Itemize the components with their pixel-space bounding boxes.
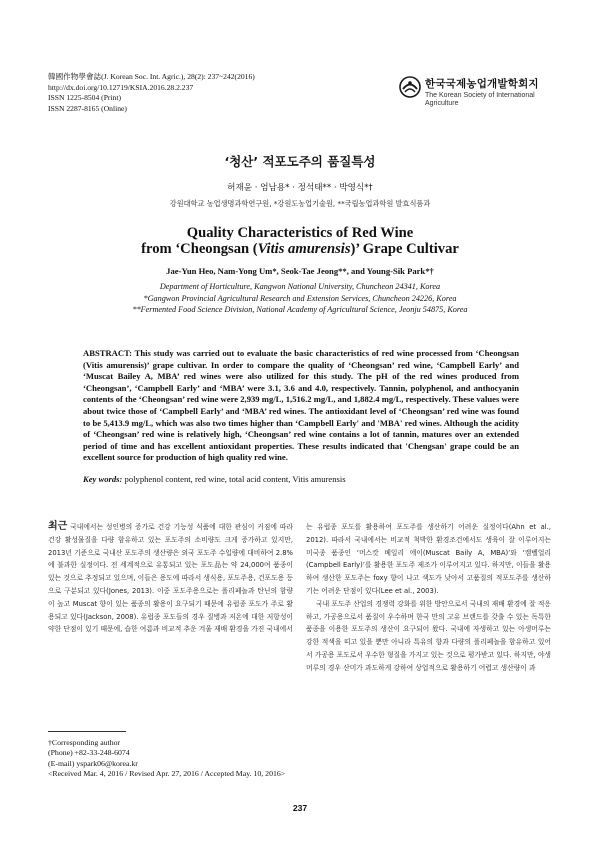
page-number: 237 bbox=[292, 803, 308, 813]
abstract-label: ABSTRACT: bbox=[83, 348, 133, 358]
keywords bbox=[83, 474, 519, 484]
left-paragraph: 국내에서는 성인병의 증가로 건강 기능성 식품에 대한 관심이 커짐에 따라 건강 활성물질을 다량 함유하고 있는 포도주의 소비량도 크게 증가하고 있지만, 2013년 기준으로 국내산 포도주의 생산량은 외국 포도주 수입량에 대비하여 2.8%에 불과한 실정이다. 전 세계적으로 유통되고 있는 포도品는 약 24,000여 품종이 있는 것으로 추정되고 있으며, 이들은 용도에 따라서 생식용, 포도주용, 건포도용 등으로 구분되고 있다(Jones, 2013). 이중 포도주용으로는 폴리페놀과 탄닌의 함량이 높고 Muscat 향이 있는 품종의 활용이 요구되기 때문에 유럽종 포도가 주로 활용되고 있다(Jackson, 2008). 유럽종 포도들의 경우 질병과 저온에 대한 저항성이 약한 단점이 있기 때문에, 습한 여름과 비교적 추운 겨울 재배 환경을 가진 국내에서 bbox=[48, 523, 293, 634]
body-right-column bbox=[306, 521, 551, 675]
title-species: Vitis amurensis bbox=[257, 241, 351, 257]
received-dates: <Received Mar. 4, 2016 / Revised Apr. 27, 2016 / Accepted May. 10, 2016> bbox=[48, 769, 286, 779]
issn-online: ISSN 2287-8165 (Online) bbox=[48, 103, 127, 113]
issn-print: ISSN 1225-8504 (Print) bbox=[48, 93, 121, 103]
abstract-text: This study was carried out to evaluate the basic characteristics of red wine processed from ‘Cheongsan (Vitis amurensis)’ grape cultivar. In order to compare the quality of ‘Cheongsan’ red wine, ‘Campbell Early’ and ‘Muscat Bailey A, MBA’ red wines were also utilized for this study. The pH of the red wines produced from ‘Cheongsan’, ‘Campbell Early’ and ‘MBA’ were 3.1, 3.6 and 4.0, respectively. Tannin, polyphenol, and anthocyanin contents of the ‘Cheongsan’ red wine were 2,939 mg/L, 1,516.2 mg/L, and 1,882.4 mg/L, respectively. These values were about twice those of ‘Campbell Early’ and ‘MBA’ red wines. The antioxidant level of ‘Cheongsan’ red wine was found to be 5,413.9 mg/L, which was also two times higher than ‘Campbell Early' and 'MBA' red wines. Although the acidity of ‘Cheongsan’ red wine is relatively high, ‘Cheongsan’ red wine contains a lot of tannin, matures over an extended period of time and has excellent antioxidant properties. These results indicated that 'Chengsan' grape could be an excellent source for production of high quality red wine. bbox=[83, 348, 519, 463]
journal-citation: 韓國作物學會誌(J. Korean Soc. Int. Agric.), 28(2): 237~242(2016) bbox=[48, 72, 255, 81]
footnote-divider bbox=[48, 731, 126, 732]
society-emblem-icon bbox=[399, 76, 421, 98]
author-phone: (Phone) +82-33-248-6074 bbox=[48, 748, 130, 758]
journal-header bbox=[48, 72, 255, 114]
doi-link[interactable]: http://dx.doi.org/10.12719/KSIA.2016.28.2.237 bbox=[48, 82, 194, 92]
affiliation-1: Department of Horticulture, Kangwon National University, Chuncheon 24341, Korea bbox=[159, 282, 441, 291]
society-english-line1: The Korean Society of International bbox=[425, 92, 535, 99]
author-email[interactable]: (E-mail) yspark06@korea.kr bbox=[48, 758, 138, 768]
affiliation-2: *Gangwon Provincial Agricultural Research and Extension Services, Chuncheon 24226, Korea bbox=[143, 293, 457, 303]
society-logo bbox=[399, 74, 569, 118]
keywords-label: Key words: bbox=[83, 474, 123, 484]
right-paragraph-2: 국내 포도주 산업의 경쟁력 강화를 위한 방안으로서 국내의 재배 환경에 잘 적응하고, 가공용으로서 품질이 우수하며 한국 만의 고유 브랜드를 갖출 수 있는 독특한 품종을 이용한 포도주의 생산이 요구되어 왔다. 국내에 자생하고 있는 아생머루는 강한 적색을 띠고 있을 뿐만 아니라 특유의 향과 다량의 폴리페놀을 함유하고 있어서 가공용 포도로서 우수한 형질을 가지고 있는 것으로 평가받고 있다. 하지만, 야생머루의 경우 산미가 과도하게 강하여 상업적으로 활용하기 어렵고 생산량이 과 bbox=[306, 599, 551, 672]
first-word: 최근 bbox=[48, 521, 68, 532]
title-suffix: )’ Grape Cultivar bbox=[350, 241, 459, 257]
korean-authors: 허재윤 · 엄남용* · 정석태** · 박영식*† bbox=[227, 183, 373, 193]
body-left-column bbox=[48, 521, 293, 636]
keywords-text: polyphenol content, red wine, total acid content, Vitis amurensis bbox=[124, 474, 346, 484]
korean-affiliations: 강원대학교 농업생명과학연구원, *강원도농업기술원, **국립농업과학원 발효식품과 bbox=[169, 199, 431, 208]
english-title-line1: Quality Characteristics of Red Wine bbox=[186, 225, 414, 241]
society-english-name bbox=[425, 92, 535, 109]
english-authors: Jae-Yun Heo, Nam-Yong Um*, Seok-Tae Jeong**, and Young-Sik Park*† bbox=[166, 266, 434, 276]
english-title bbox=[0, 225, 600, 257]
english-affiliations bbox=[0, 281, 600, 316]
english-title-line2 bbox=[0, 241, 600, 257]
society-korean-name: 한국국제농업개발학회지 bbox=[425, 78, 539, 90]
footnote bbox=[48, 738, 285, 780]
abstract bbox=[83, 348, 519, 464]
affiliation-3: **Fermented Food Science Division, National Academy of Agricultural Science, Jeonju 54875, Korea bbox=[132, 305, 468, 314]
society-english-line2: Agriculture bbox=[425, 100, 459, 108]
title-prefix: from ‘Cheongsan ( bbox=[141, 241, 258, 257]
corresponding-author: †Corresponding author bbox=[48, 738, 121, 747]
right-paragraph-1: 는 유럽종 포도를 활용하여 포도주를 생산하기 어려운 실정이다(Ahn et al., 2012). 따라서 국내에서는 비교적 척박한 환경조건에서도 생육이 잘 이루어지는 미국종 품종인 ‘머스캇 베일리 에이(Muscat Baily A, MBA)’와 ‘캠벨얼리(Campbell Early)’를 활용한 포도주 제조가 이루어지고 있다. 하지만, 이들을 활용하여 생산한 포도주는 foxy 향이 나고 색도가 낮아서 고품질의 적포도주를 생산하기는 어려운 단점이 있다(Lee et al., 2003). bbox=[306, 523, 551, 595]
korean-title: ‘청산’ 적포도주의 품질특성 bbox=[224, 154, 376, 169]
